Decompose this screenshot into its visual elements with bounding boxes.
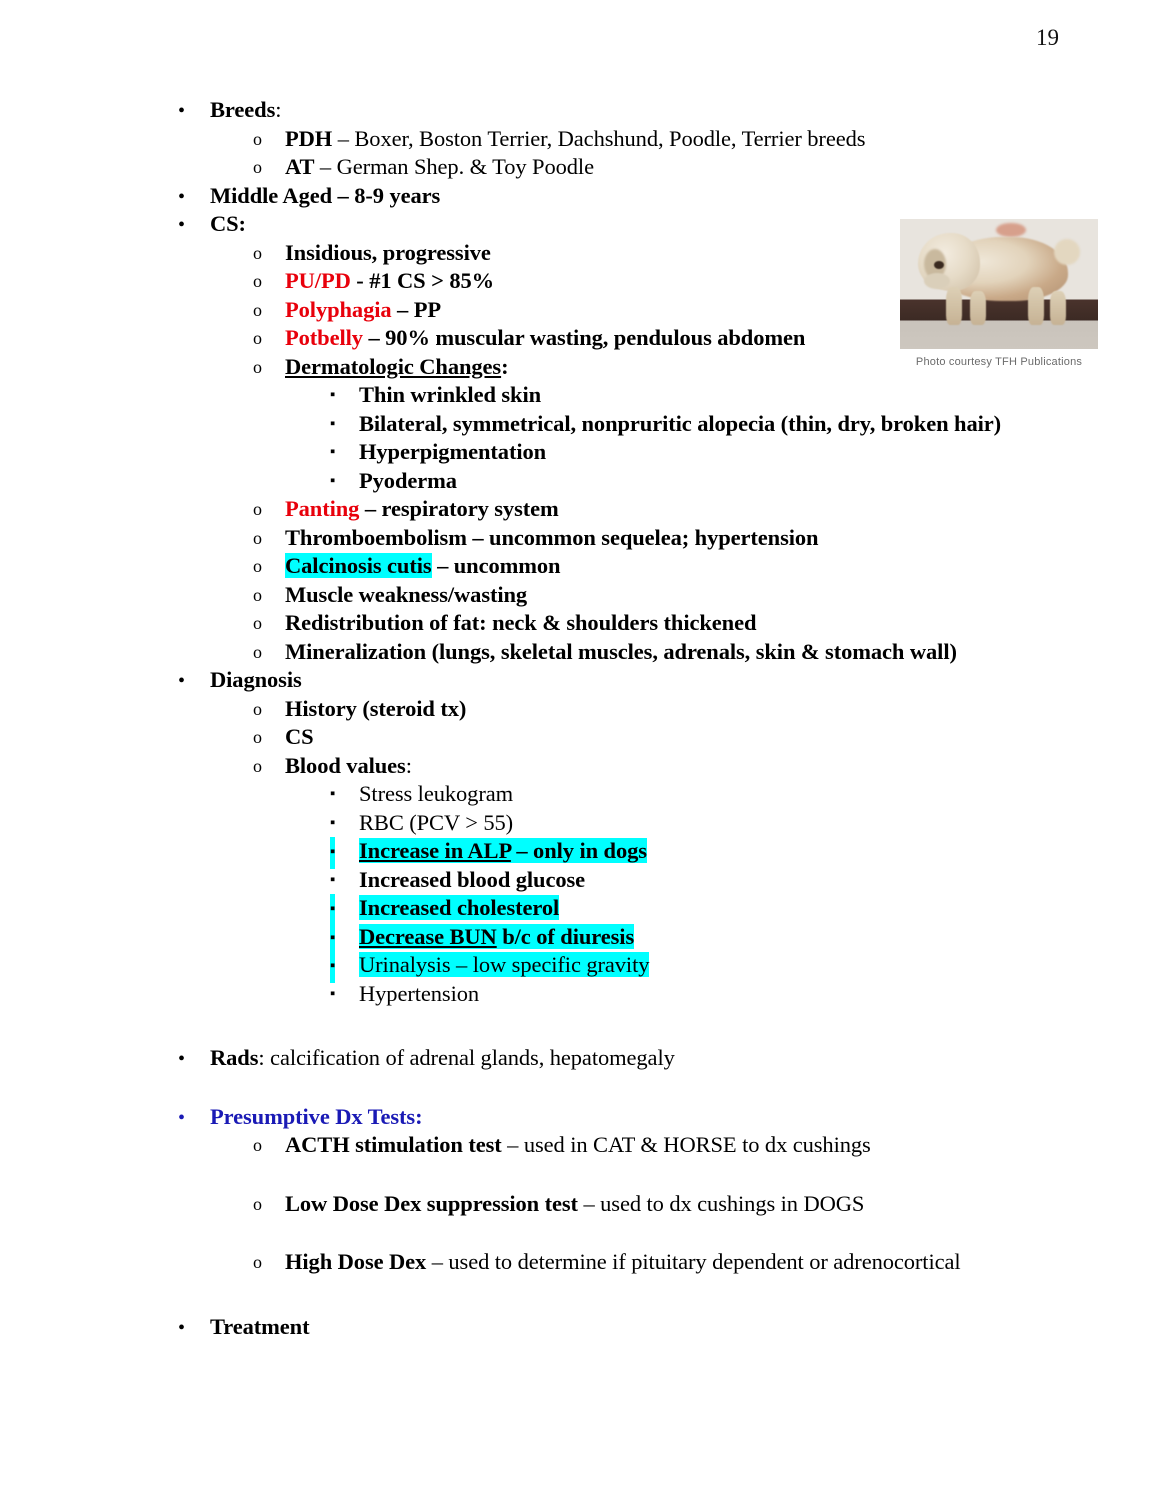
list-item-label (285, 353, 1007, 382)
presumptive-heading: Presumptive Dx Tests: (210, 1103, 423, 1129)
bullet-disc-icon: • (178, 670, 185, 692)
list-item-label (359, 837, 1002, 866)
list-item-label (285, 267, 1007, 296)
list-item-treatment (0, 1313, 1167, 1342)
bullet-circle-icon: o (253, 1135, 262, 1155)
polyphagia-label: Polyphagia (285, 296, 392, 322)
spacer (0, 1073, 1167, 1103)
list-item-alopecia (0, 410, 1167, 439)
list-item-mineralization (0, 638, 1167, 667)
bullet-circle-icon: o (253, 1193, 262, 1214)
list-item-label (285, 125, 1007, 154)
list-item-increased-glucose (0, 866, 1167, 895)
list-item-pyoderma (0, 467, 1167, 496)
list-item-low-dose-dex (0, 1190, 1167, 1219)
list-item-label (285, 296, 1007, 325)
bullet-circle-icon: o (253, 556, 262, 576)
breeds-colon: : (275, 97, 282, 122)
list-item-polyphagia (0, 296, 1167, 325)
bullet-disc-icon: • (178, 1048, 185, 1070)
blood-values-colon: : (405, 752, 412, 778)
calcinosis-highlighted-label: Calcinosis cutis (285, 553, 432, 578)
list-item-increased-cholesterol (0, 894, 1167, 923)
bullet-square-icon: ▪ (330, 387, 336, 403)
pupd-label: PU/PD (285, 268, 351, 293)
list-item-blood-values (0, 752, 1167, 781)
list-item-breeds (0, 96, 1167, 125)
lowdose-text: – used to dx cushings in DOGS (577, 1190, 865, 1216)
middle-aged-text: Middle Aged – 8-9 years (210, 182, 441, 208)
cs-heading-text: CS: (210, 211, 246, 236)
photo-caption: Photo courtesy TFH Publications (915, 356, 1083, 368)
history-text: History (steroid tx) (285, 695, 467, 721)
derm-label: Dermatologic Changes (285, 353, 502, 379)
blood-values-label: Blood values (285, 752, 406, 778)
list-item-potbelly (0, 324, 1167, 353)
urinalysis-text: Urinalysis – low specific gravity (359, 952, 650, 977)
at-label: AT (285, 154, 315, 179)
page-number: 19 (1036, 25, 1059, 50)
list-item-middle-aged (0, 182, 1167, 211)
mineralization-text: Mineralization (lungs, skeletal muscles, adrenals, skin & stomach wall) (285, 638, 957, 664)
list-item-label (285, 324, 1007, 353)
bullet-circle-icon: o (253, 527, 262, 548)
list-item-label (285, 153, 1007, 182)
derm-item-text: Pyoderma (359, 467, 457, 493)
list-item-at (0, 153, 1167, 182)
redistribution-text: Redistribution of fat: neck & shoulders thickened (285, 610, 757, 635)
insidious-text: Insidious, progressive (285, 239, 491, 265)
bullet-circle-icon: o (253, 299, 262, 320)
bullet-disc-icon: • (178, 1106, 185, 1129)
bullet-circle-icon: o (253, 242, 262, 263)
bullet-circle-icon: o (253, 698, 262, 719)
list-item-label (285, 495, 1007, 524)
bullet-circle-icon: o (253, 755, 262, 776)
bullet-square-icon: ▪ (330, 472, 336, 489)
list-item-diagnosis (0, 666, 1167, 695)
derm-colon: : (501, 353, 509, 379)
list-item-label (285, 552, 1007, 581)
bullet-square-icon: ▪ (330, 814, 336, 831)
pupd-rest: - #1 CS > 85% (350, 268, 495, 293)
bullet-circle-icon: o (253, 271, 262, 291)
list-item-acth-stimulation-test (0, 1131, 1167, 1160)
pdh-label: PDH (285, 125, 333, 151)
list-item-label (210, 1044, 1017, 1073)
potbelly-label: Potbelly (285, 325, 363, 350)
bullet-circle-icon: o (253, 356, 262, 377)
panting-rest: – respiratory system (359, 496, 559, 521)
calcinosis-rest: – uncommon (431, 553, 561, 578)
pdh-text: – Boxer, Boston Terrier, Dachshund, Poodle, Terrier breeds (332, 125, 866, 151)
list-item-dermatologic-changes (0, 353, 1167, 382)
list-item-label (359, 951, 1002, 980)
alp-label: Increase in ALP (359, 838, 511, 863)
bun-rest: b/c of diuresis (496, 923, 635, 949)
glucose-text: Increased blood glucose (359, 866, 586, 892)
list-item-increase-alp (0, 837, 1167, 866)
list-item-decrease-bun (0, 923, 1167, 952)
bullet-circle-icon: o (253, 727, 262, 747)
list-item-thin-wrinkled-skin (0, 381, 1167, 410)
spacer (0, 1218, 1167, 1248)
lowdose-label: Low Dose Dex suppression test (285, 1190, 578, 1216)
bullet-circle-icon: o (253, 613, 262, 633)
rads-label: Rads (210, 1045, 259, 1070)
bullet-square-icon: ▪ (330, 985, 336, 1002)
list-item-stress-leukogram (0, 780, 1167, 809)
spacer (0, 1277, 1167, 1313)
list-item-history (0, 695, 1167, 724)
list-item-label (285, 1190, 1007, 1219)
bullet-square-icon: ▪ (330, 415, 336, 432)
list-item-muscle-weakness (0, 581, 1167, 610)
list-item-redistribution-of-fat (0, 609, 1167, 638)
derm-item-text: Thin wrinkled skin (359, 382, 542, 407)
muscle-weakness-text: Muscle weakness/wasting (285, 581, 528, 607)
list-item-thromboembolism (0, 524, 1167, 553)
rbc-text: RBC (PCV > 55) (359, 809, 514, 835)
list-item-pdh (0, 125, 1167, 154)
bullet-disc-icon: • (178, 100, 185, 122)
derm-item-text: Hyperpigmentation (359, 439, 547, 464)
treatment-text: Treatment (210, 1313, 310, 1339)
at-text: – German Shep. & Toy Poodle (314, 154, 594, 179)
list-item-rbc (0, 809, 1167, 838)
cholesterol-text: Increased cholesterol (359, 895, 560, 920)
bullet-square-icon: ▪ (330, 923, 335, 955)
bullet-disc-icon: • (178, 214, 185, 236)
diagnosis-cs-text: CS (285, 724, 314, 749)
outline-content (0, 96, 1167, 1341)
list-item-label (285, 1131, 1007, 1160)
list-item-label (359, 894, 1002, 923)
bullet-circle-icon: o (253, 157, 262, 177)
alp-rest: – only in dogs (510, 838, 647, 863)
bullet-circle-icon: o (253, 128, 262, 149)
list-item-presumptive-dx-tests (0, 1103, 1167, 1132)
bullet-square-icon: ▪ (330, 786, 336, 802)
potbelly-rest: – 90% muscular wasting, pendulous abdomen (362, 325, 806, 350)
acth-label: ACTH stimulation test (285, 1132, 502, 1157)
bun-label: Decrease BUN (359, 923, 497, 949)
list-item-label (285, 752, 1007, 781)
list-item-diagnosis-cs (0, 723, 1167, 752)
list-item-hyperpigmentation (0, 438, 1167, 467)
diagnosis-label: Diagnosis (210, 667, 302, 692)
bullet-square-icon: ▪ (330, 894, 335, 926)
list-item-high-dose-dex (0, 1248, 1167, 1277)
thromboembolism-text: Thromboembolism – uncommon sequelea; hypertension (285, 524, 819, 550)
bullet-circle-icon: o (253, 328, 262, 348)
list-item-label (285, 1248, 1007, 1277)
list-item-insidious (0, 239, 1167, 268)
list-item-calcinosis-cutis (0, 552, 1167, 581)
bullet-square-icon: ▪ (330, 951, 335, 983)
list-item-rads (0, 1044, 1167, 1073)
rads-text: : calcification of adrenal glands, hepatomegaly (258, 1045, 675, 1070)
bullet-square-icon: ▪ (330, 444, 336, 460)
list-item-cs-heading (0, 210, 1167, 239)
bullet-circle-icon: o (253, 641, 262, 662)
list-item-panting (0, 495, 1167, 524)
list-item-urinalysis (0, 951, 1167, 980)
bullet-square-icon: ▪ (330, 871, 336, 888)
hypertension-text: Hypertension (359, 980, 480, 1006)
highdose-text: – used to determine if pituitary dependent or adrenocortical (426, 1249, 961, 1274)
list-item-hypertension (0, 980, 1167, 1009)
spacer (0, 1160, 1167, 1190)
polyphagia-rest: – PP (391, 296, 442, 322)
bullet-circle-icon: o (253, 584, 262, 605)
list-item-pupd (0, 267, 1167, 296)
panting-label: Panting (285, 496, 360, 521)
breeds-label: Breeds (210, 97, 276, 122)
acth-text: – used in CAT & HORSE to dx cushings (501, 1132, 871, 1157)
bullet-circle-icon: o (253, 1252, 262, 1272)
derm-item-text: Bilateral, symmetrical, nonpruritic alopecia (thin, dry, broken hair) (359, 410, 1002, 436)
bullet-square-icon: ▪ (330, 837, 335, 869)
list-item-label (210, 96, 1017, 125)
bullet-disc-icon: • (178, 1316, 185, 1339)
stress-leukogram-text: Stress leukogram (359, 781, 513, 806)
spacer (0, 1008, 1167, 1044)
highdose-label: High Dose Dex (285, 1249, 427, 1274)
list-item-label (359, 923, 1002, 952)
bullet-disc-icon: • (178, 185, 185, 208)
bullet-circle-icon: o (253, 499, 262, 519)
